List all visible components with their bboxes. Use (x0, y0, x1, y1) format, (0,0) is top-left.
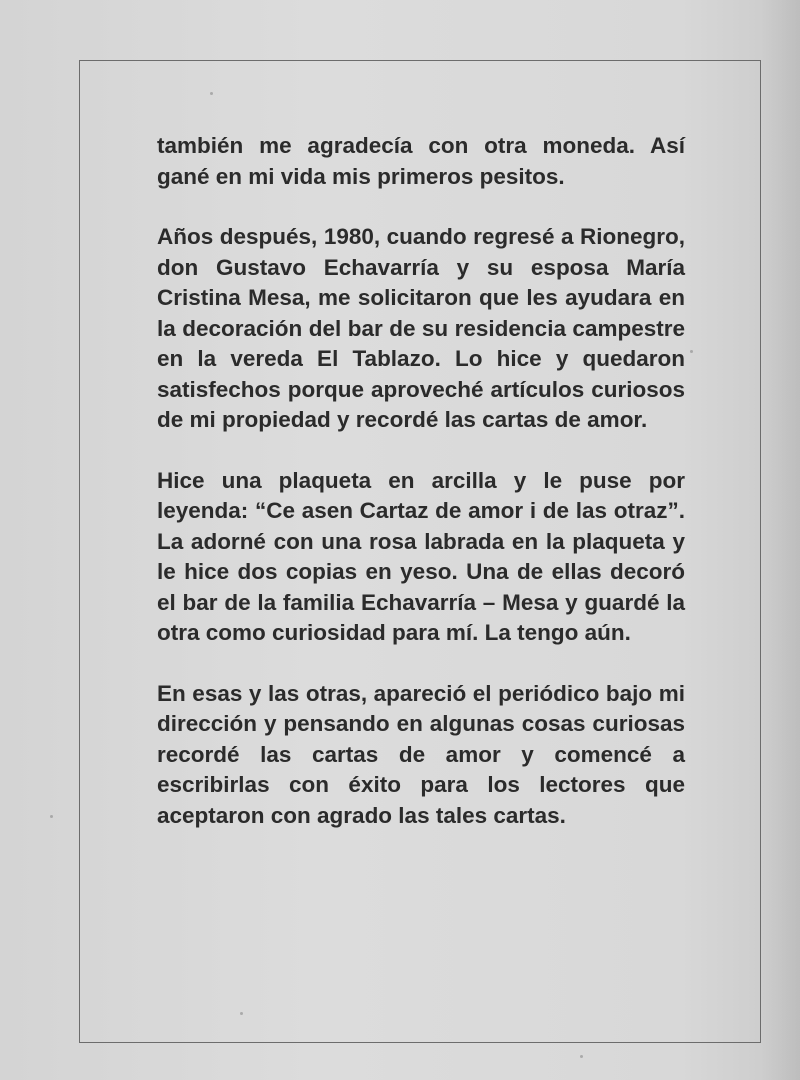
page-edge-shadow (760, 0, 800, 1080)
paragraph: también me agradecía con otra moneda. Así gané en mi vida mis primeros pesitos. (157, 133, 685, 189)
body-text (157, 131, 685, 861)
scan-speck (580, 1055, 583, 1058)
paragraph: En esas y las otras, apareció el periódico bajo mi dirección y pensando en algunas cosas curiosas recordé las cartas de amor y comencé a escribirlas con éxito para los lectores que aceptaron con agrado las tales cartas. (157, 680, 685, 828)
paragraph: Hice una plaqueta en arcilla y le puse por leyenda: “Ce asen Cartaz de amor i de las otraz”. La adorné con una rosa labrada en la plaqueta y le hice dos copias en yeso. Una de ellas decoró el bar de la familia Echavarría – Mesa y guardé la otra como curiosidad para mí. La tengo aún. (157, 467, 685, 645)
paragraph: Años después, 1980, cuando regresé a Rionegro, don Gustavo Echavarría y su esposa María Cristina Mesa, me solicitaron que les ayudara en la decoración del bar de su residencia campestre en la vereda El Tablazo. Lo hice y quedaron satisfechos porque aproveché artículos curiosos de mi propiedad y recordé las cartas de amor. (157, 224, 685, 432)
scan-speck (50, 815, 53, 818)
